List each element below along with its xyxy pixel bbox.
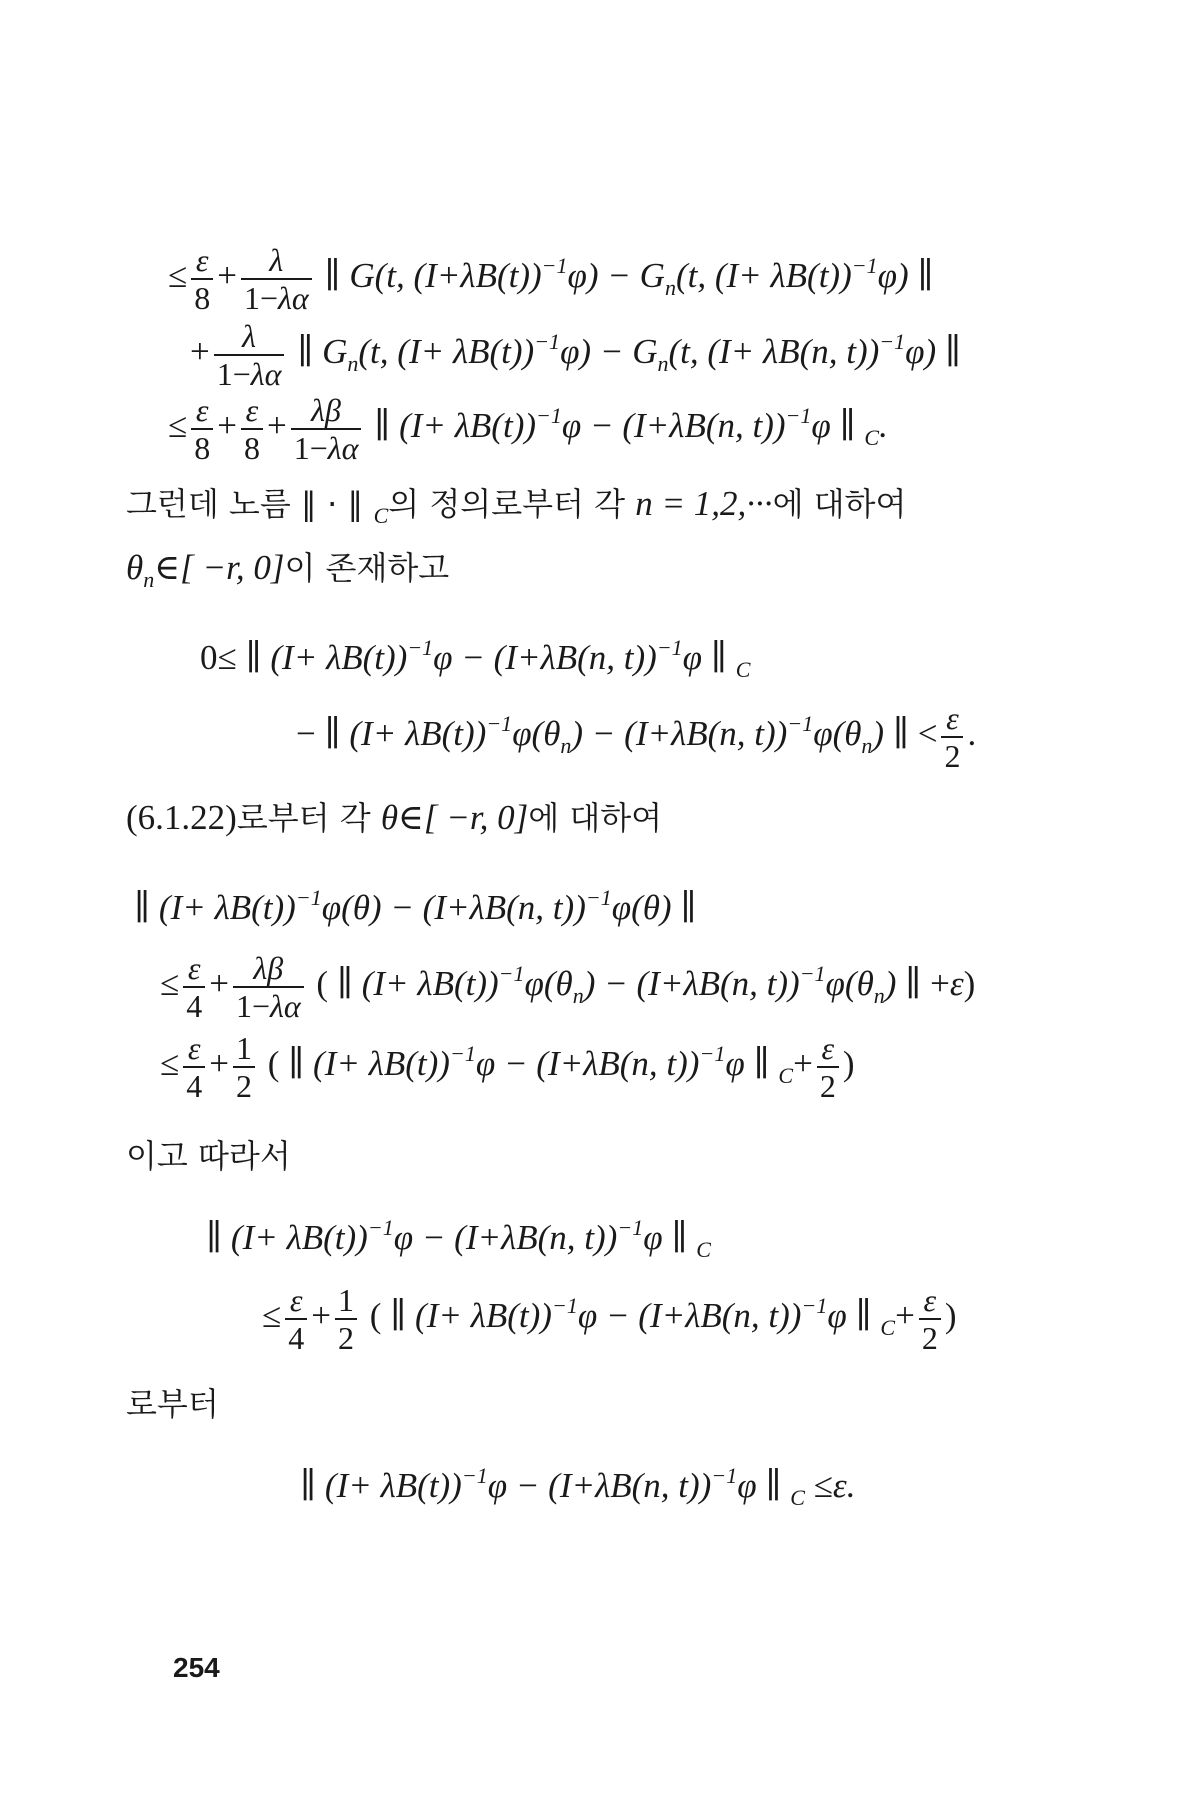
equation-line-6: ∥ $(I+ \lambda B(t))^{-1}\varphi(\theta) - (I+\lambda B(n$, t))$^{-1}$φ(θ) ∥ [134,885,697,927]
equation-line-9: ∥ $(I+ \lambda B(t))^{-1}\varphi - (I+\lambda B(n$, t))$^{-1}$φ ∥ $_C$ [206,1215,711,1262]
equation-line-5: − ∥ $(I+ \lambda B(t))^{-1}\varphi(\theta_n) - (I+\lambda B(n$, $t))^{-1}\varphi(\theta_n)$ ∥ < $\frac{\varepsilon}{2}$ . [296,700,977,774]
equation-line-8: ≤ $\frac{\varepsilon}{4}$ + $\frac{1}{2}$ ( ∥ $(I+ \lambda B(t))^{-1}\varphi - (I+\lambda B(n$, t))$^{-1}$φ ∥ $_C$+ $\frac{\varepsilon}{2}$ ) [160,1030,855,1104]
paragraph-3: (6.1.22)로부터 각 θ∈[ −r, 0]에 대하여 [126,798,663,837]
equation-line-11: ∥ $(I+ \lambda B(t))^{-1}\varphi - (I+\lambda B(n$, t))$^{-1}$φ ∥ $_C$ ≤ε. [300,1463,856,1510]
paragraph-2: $\theta_n\in[ -r$, 0]이 존재하고 [126,548,450,592]
paragraph-5: 로부터 [126,1385,219,1423]
equation-line-3: ≤ $\frac{\varepsilon}{8}$ + $\frac{\varepsilon}{8}$ + $\frac{\lambda\beta}{1-\lambda\alpha}$ ∥ $(I+ \lambda B(t))^{-1}\varphi - (I+\lambda B(n$, t))$^{-1}$φ ∥ $_C$. [168,392,888,466]
equation-line-2: + $\frac{\lambda}{1-\lambda\alpha}$ ∥ $G_n(t$, $(I+ \lambda B(t))^{-1}\varphi) - G_n(t$, (I+ λB(n, t))$^{-1}$φ) ∥ [190,318,962,392]
equation-line-7: ≤ $\frac{\varepsilon}{4}$ + $\frac{\lambda\beta}{1-\lambda\alpha}$ ( ∥ $(I+ \lambda B(t))^{-1}\varphi(\theta_n) - (I+\lambda B(n$, $t))^{-1}\varphi(\theta_n)$ ∥ +ε) [160,950,976,1024]
page-number: 254 [173,1652,220,1683]
paragraph-1: 그런데 노름 ∥ · ∥ $_C$의 정의로부터 각 n = 1,2,···에 대하여 [126,484,907,528]
equation-line-10: ≤ $\frac{\varepsilon}{4}$ + $\frac{1}{2}$ ( ∥ $(I+ \lambda B(t))^{-1}\varphi - (I+\lambda B(n$, t))$^{-1}$φ ∥ $_C$+ $\frac{\varepsilon}{2}$ ) [262,1282,957,1356]
paragraph-4: 이고 따라서 [126,1137,291,1175]
equation-line-1: ≤ $\frac{\varepsilon}{8}$ + $\frac{\lambda}{1-\lambda\alpha}$ ∥ G(t, $(I+\lambda B(t))^{-1}\varphi) - G_n(t$, $(I+ \lambda B(t))^{-1}\varphi$) ∥ [168,242,934,316]
equation-line-4: 0≤ ∥ $(I+ \lambda B(t))^{-1}\varphi - (I+\lambda B(n$, t))$^{-1}$φ ∥ $_C$ [200,635,751,682]
